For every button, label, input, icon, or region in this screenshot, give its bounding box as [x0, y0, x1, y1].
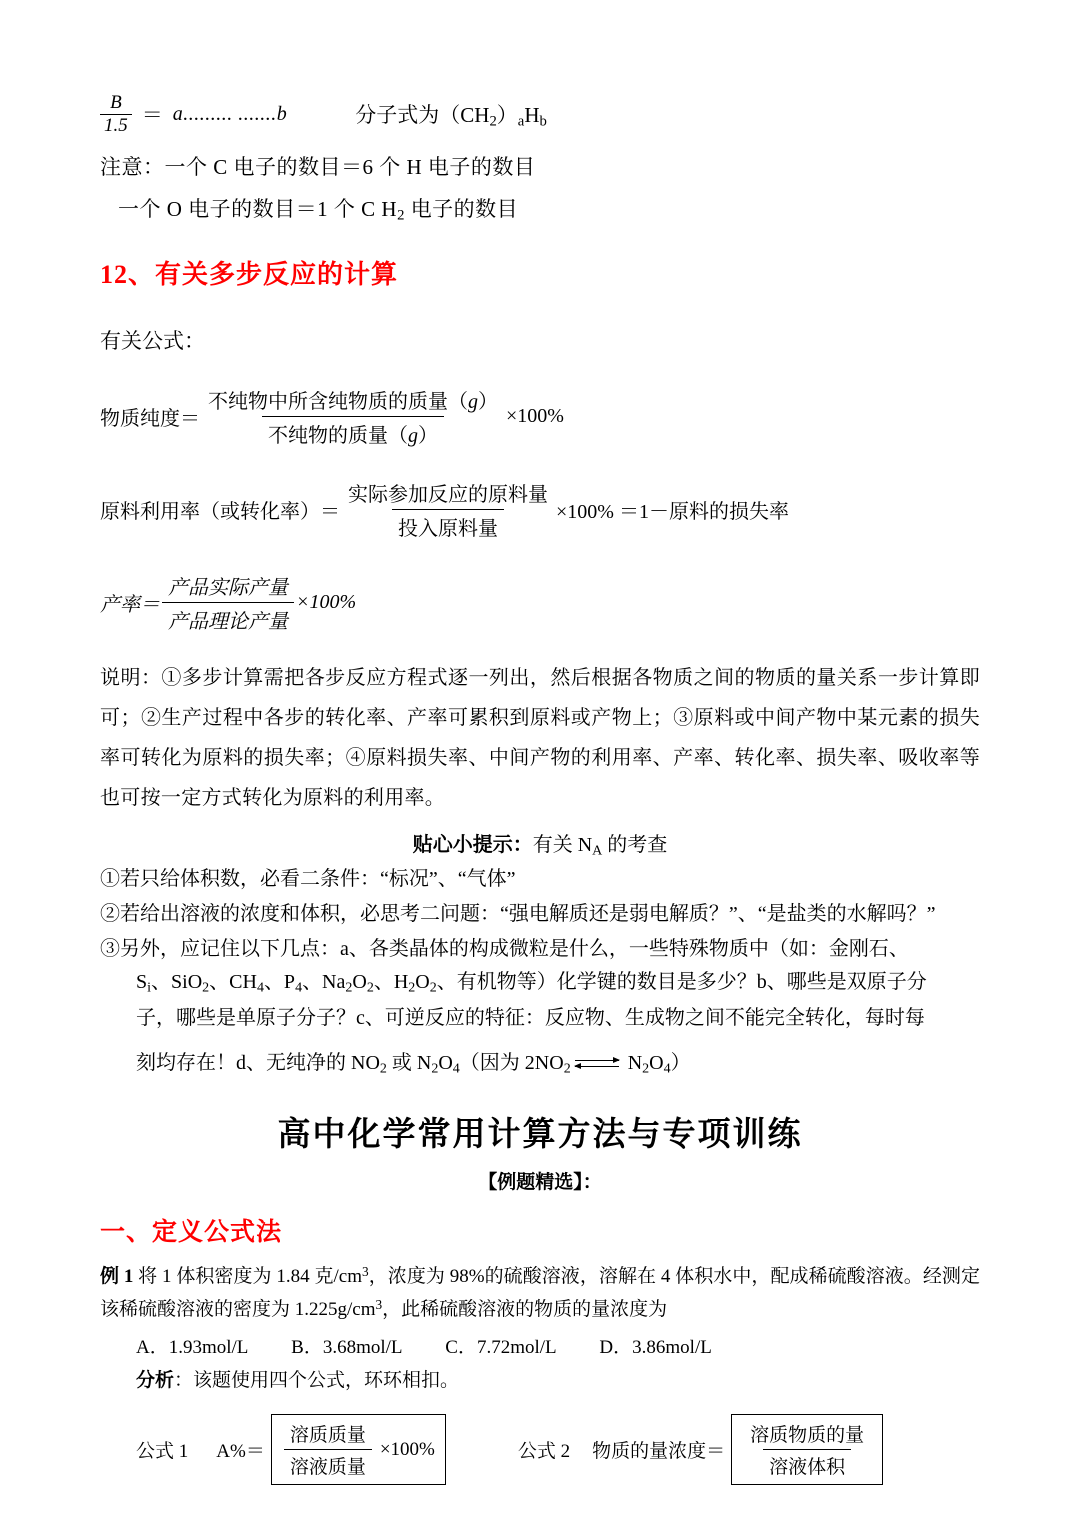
boxed-formula-row [100, 1414, 980, 1485]
tip-item-3-line-3: 子，哪些是单原子分子？c、可逆反应的特征：反应物、生成物之间不能完全转化，每时每 [136, 1006, 925, 1029]
tip-l4-endO: O [649, 1051, 664, 1074]
tip-l4-sub2: 2 [431, 1061, 439, 1077]
option-d: D．3.86mol/L [599, 1337, 712, 1359]
section-12-heading: 12、有关多步反应的计算 [100, 260, 399, 290]
sub-2b: 2 [345, 980, 353, 996]
purity-den-ital: g [408, 425, 418, 448]
formula-yield-numerator: 产品实际产量 [168, 577, 288, 600]
molecular-formula: 分子式为$(CH_2)_aH_b$ [355, 102, 547, 130]
tip-item-2: ②若给出溶液的浓度和体积，必思考二问题：“强电解质还是弱电解质？”、“是盐类的水解吗？” [100, 902, 936, 925]
example-1-text-4: ，此稀硫酸溶液的物质的量浓度为 [382, 1299, 668, 1321]
formula-utilization-tail: ×100% ＝1－原料的损失率 [556, 501, 789, 524]
tip-title-rest-pre: 有关 N [532, 834, 593, 857]
formula-purity-numerator [202, 385, 504, 416]
purity-num-ital: g [468, 391, 478, 414]
equals-sign: ＝ [141, 103, 163, 128]
note-line-2-post: 电子的数目 [410, 196, 519, 221]
example-1-options [100, 1332, 980, 1359]
formula-purity [100, 385, 980, 448]
formula-1-denominator: 溶液质量 [284, 1449, 372, 1479]
equilibrium-arrow-icon [575, 1057, 619, 1071]
tip-item-3-line-4 [100, 1046, 980, 1082]
formula-utilization-lead: 原料利用率（或转化率）＝ [100, 501, 340, 524]
analysis-text: ：该题使用四个公式，环环相扣。 [174, 1370, 460, 1392]
formula-2-fraction [744, 1420, 870, 1479]
tip-title-sub: A [592, 843, 603, 859]
molecular-formula-label: 分子式为（CH [355, 102, 490, 127]
tip-l4-mid2: O [438, 1051, 453, 1074]
formula-1-lead: A%＝ [216, 1441, 265, 1463]
formulas-label: 有关公式： [100, 329, 205, 354]
note-line-2 [118, 193, 980, 225]
example-1-sup-1: 3 [362, 1263, 369, 1279]
example-1-analysis [100, 1365, 980, 1392]
formula-purity-tail: ×100% [506, 405, 564, 428]
document-title: 高中化学常用计算方法与专项训练 [277, 1116, 803, 1153]
formula-2-lead: 物质的量浓度＝ [592, 1441, 726, 1463]
tip-l4-sub1: 2 [379, 1061, 387, 1077]
explanation-paragraph: 说明：①多步计算需把各步反应方程式逐一列出，然后根据各物质之间的物质的量关系一步计算即可；②生产过程中各步的转化率、产率可累积到原料或产物上；③原料或中间产物中某元素的损失率可转化为原料的损失率；④原料损失率、中间产物的利用率、产率、转化率、损失率、吸收率等也可按一定方式转化为原料的利用率。 [100, 667, 980, 810]
molecular-sub-b: b [539, 113, 547, 130]
tip-title [100, 828, 980, 860]
example-1-text-3: 定该稀硫酸溶液的密度为 1.225g/cm [100, 1265, 980, 1321]
analysis-label: 分析 [136, 1370, 175, 1392]
tip-l4-mid3: （因为 2NO [459, 1051, 564, 1074]
tip-item-3-line-2: $S_i$、SiO$_2$、$CH_4$、$P_4$、$Na_2O_2$、$H_2O_2$、有机物等）化学键的数目是多少？b、哪些是双原子分 [136, 970, 927, 996]
formula-2-denominator: 溶液体积 [763, 1449, 851, 1479]
example-1-label: 例 1 [100, 1265, 134, 1287]
fraction-numerator: B [110, 92, 122, 113]
tip-l4-mid: 或 N [386, 1051, 432, 1074]
formula-utilization-numerator: 实际参加反应的原料量 [348, 484, 548, 507]
sub-2d: 2 [408, 980, 416, 996]
sub-4a: 4 [256, 980, 264, 996]
formula-purity-denominator [262, 416, 444, 448]
formula-1-fraction [284, 1420, 372, 1479]
note-line-2-pre: 一个 O 电子的数目＝1 个 C H [118, 196, 398, 221]
example-1-text-2: ，浓度为 98%的硫酸溶液，溶解在 4 体积水中，配成稀硫酸溶液。经测 [368, 1265, 961, 1287]
tip-title-rest-post: 的考查 [602, 834, 668, 857]
example-1-sup-2: 3 [375, 1297, 383, 1313]
formula-yield-denominator: 产品理论产量 [162, 602, 294, 634]
fraction-denominator: 1.5 [100, 114, 132, 137]
formula-1-numerator: 溶质质量 [289, 1425, 366, 1447]
tip-item-1: ①若只给体积数，必看二条件：“标况”、“气体” [100, 867, 516, 890]
formula-utilization [100, 478, 980, 541]
section-one-heading: 一、定义公式法 [100, 1218, 283, 1246]
formula-1-label: 公式 1 [136, 1441, 189, 1463]
tip-si-sub: i [147, 980, 152, 996]
note-line-1: 注意：一个 C 电子的数目＝6 个 H 电子的数目 [100, 154, 536, 179]
formula-2-box [731, 1414, 883, 1485]
purity-den-pre: 不纯物的质量（ [268, 425, 408, 448]
formula-2-label: 公式 2 [517, 1441, 571, 1463]
tip-l4-end-pre: N [622, 1051, 643, 1074]
formula-yield-lead: 产率＝ [100, 594, 160, 617]
formula-utilization-denominator: 投入原料量 [392, 509, 504, 541]
example-1-text [100, 1260, 980, 1327]
formula-yield-tail: ×100% [296, 591, 357, 614]
formula-2-numerator: 溶质物质的量 [750, 1425, 865, 1447]
tip-l4-sub6: 4 [663, 1061, 671, 1077]
formula-purity-lead: 物质纯度＝ [100, 408, 200, 431]
formula-purity-fraction [202, 385, 504, 448]
tip-l4-pre: 刻均存在！d、无纯净的 NO [136, 1051, 380, 1074]
option-c: C．7.72mol/L [445, 1337, 557, 1359]
formula-yield [100, 571, 980, 634]
formula-yield-fraction [162, 571, 294, 634]
sub-2c: 2 [366, 980, 374, 996]
sub-2e: 2 [429, 980, 437, 996]
formula-utilization-fraction [342, 478, 554, 541]
example-1-text-1: 将 1 体积密度为 1.84 克/cm [138, 1265, 362, 1287]
molecular-H: H [524, 102, 540, 127]
tip-l4-end: ） [670, 1051, 691, 1074]
formula-1-box [271, 1414, 446, 1485]
tip-l4-sub4: 2 [563, 1061, 571, 1077]
a-dots-b: a......... .......b [172, 102, 288, 125]
tip-title-bold: 贴心小提示： [412, 834, 533, 857]
fraction-b-over-1p5 [100, 92, 132, 137]
molecular-sub-a: a [517, 113, 525, 130]
top-formula-line [100, 92, 980, 137]
sub-2a: 2 [202, 980, 210, 996]
sub-4b: 4 [295, 980, 303, 996]
tip-item-3: ③另外，应记住以下几点：a、各类晶体的构成微粒是什么，一些特殊物质中（如：金刚石、 [100, 937, 909, 960]
option-b: B．3.68mol/L [291, 1337, 403, 1359]
purity-den-post: ） [418, 425, 438, 448]
option-a: A．1.93mol/L [136, 1337, 249, 1359]
purity-num-post: ） [478, 391, 498, 414]
formula-1-tail: ×100% [379, 1438, 435, 1460]
document-subtitle: 【例题精选】： [478, 1171, 602, 1193]
molecular-sub-2: 2 [489, 113, 497, 130]
tip-l4-sub5: 2 [642, 1061, 650, 1077]
purity-num-pre: 不纯物中所含纯物质的质量（ [208, 391, 468, 414]
note-line-2-sub: 2 [397, 207, 405, 224]
tip-l4-sub3: 4 [452, 1061, 460, 1077]
